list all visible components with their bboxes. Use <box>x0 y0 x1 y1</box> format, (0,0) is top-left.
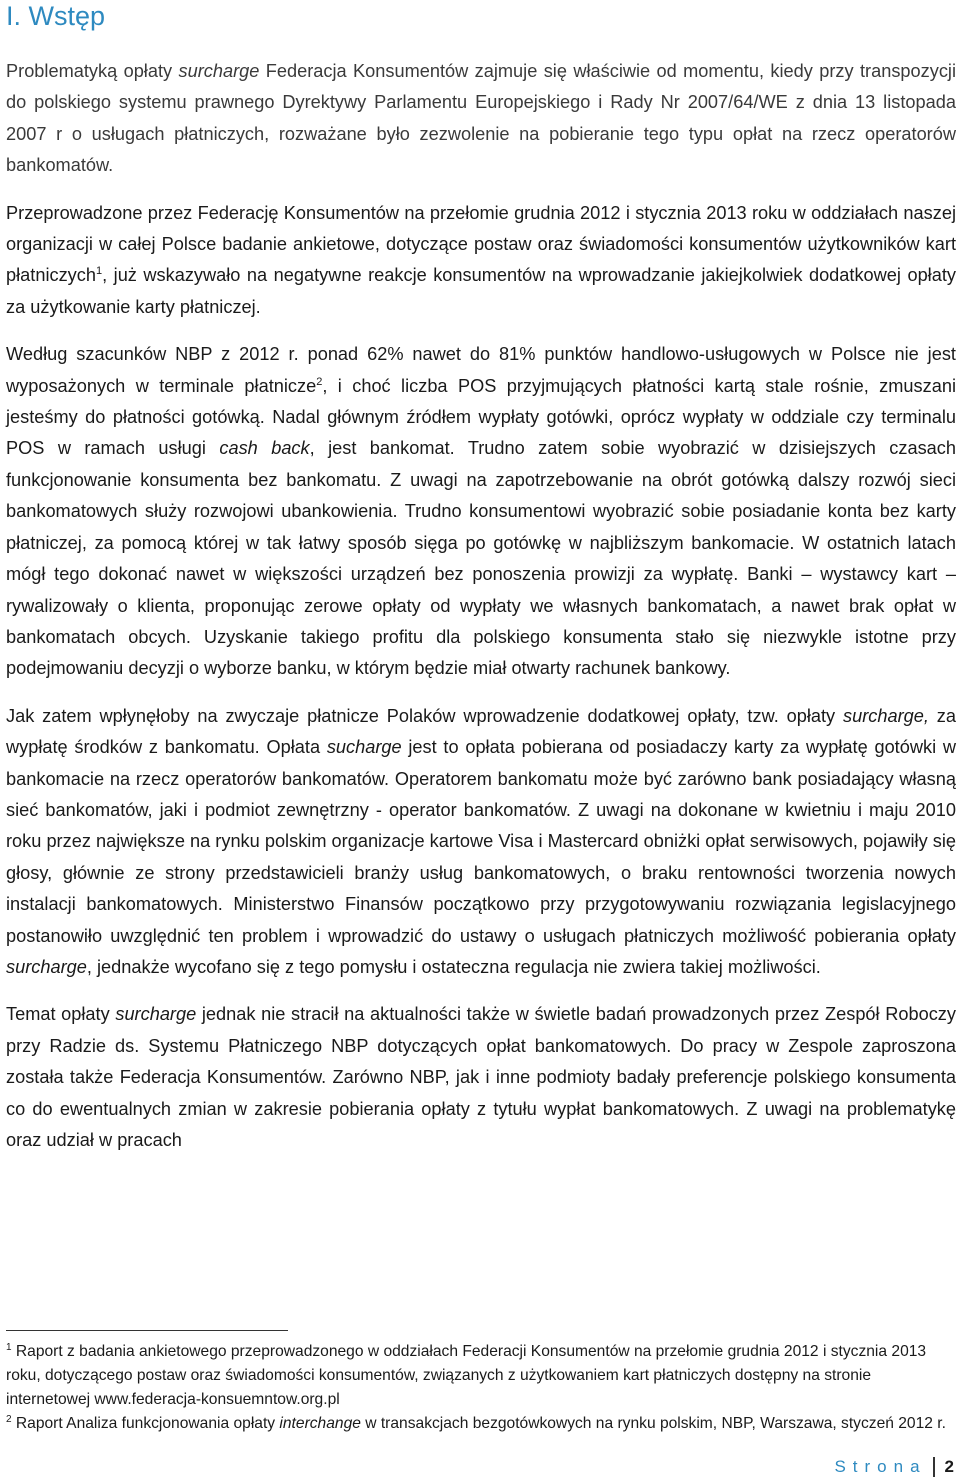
page-number: 2 <box>944 1457 954 1476</box>
text-run: , już wskazywało na negatywne reakcje konsumentów na wprowadzanie jakiejkolwiek dodatkowej opłaty za użytkowanie karty płatniczej. <box>6 265 956 317</box>
paragraph-5 <box>6 999 956 1156</box>
text-run: Jak zatem wpłynęłoby na zwyczaje płatnicze Polaków wprowadzenie dodatkowej opłaty, tzw. opłaty <box>6 705 843 726</box>
footnote-ref-1[interactable]: 1 <box>95 265 103 278</box>
text-run: , jest bankomat. Trudno zatem sobie wyobrazić w dzisiejszych czasach funkcjonowanie konsumenta bez bankomatu. Z uwagi na zapotrzebowanie na obrót gotówką dalszy rozwój sieci bankomatowych służy rozwojowi ubankowienia. Trudno konsumentowi wyobrazić sobie posiadanie konta bez karty płatniczej, za pomocą której w tak łatwy sposób sięga po gotówkę w najbliższym bankomacie. W ostatnich latach mógł tego dokonać nawet w większości urządzeń bez ponoszenia prowizji za wypłatę. Banki – wystawcy kart – rywalizowały o klienta, proponując zerowe opłaty od wypłaty we własnych bankomatach, a nawet brak opłat w bankomatach obcych. Uzyskanie takiego profitu dla polskiego konsumenta stało się niezwykle istotne przy podejmowaniu decyzji o wyborze banku, w którym będzie miał otwarty rachunek bankowy. <box>6 438 956 679</box>
page-footer <box>834 1456 954 1478</box>
text-run: za wypłatę środków z bankomatu. Opłata <box>6 705 957 758</box>
page-label: Strona <box>834 1457 927 1476</box>
italic-term: cash back <box>219 438 310 459</box>
paragraph-3 <box>6 339 956 684</box>
footnote-text: w transakcjach bezgotówkowych na rynku polskim, NBP, Warszawa, styczeń 2012 r. <box>360 1415 946 1432</box>
italic-term: interchange <box>279 1415 361 1432</box>
paragraph-1 <box>6 56 956 182</box>
footnote-ref-2[interactable]: 2 <box>316 375 323 388</box>
text-run: jednak nie stracił na aktualności także w świetle badań prowadzonych przez Zespół Roboczy przy Radzie ds. Systemu Płatniczego NBP dotyczących opłat bankomatowych. Do pracy w Zespole zaproszona została także Federacja Konsumentów. Zarówno NBP, jak i inne podmioty badały preferencje polskiego konsumenta co do ewentualnych zmian w zakresie pobierania opłaty z tytułu wypłat bankomatowych. Z uwagi na problematykę oraz udział w pracach <box>6 1004 956 1150</box>
paragraph-4 <box>6 701 956 984</box>
footnote-text: Raport Analiza funkcjonowania opłaty <box>11 1415 280 1432</box>
text-run: Temat opłaty <box>6 1004 116 1025</box>
italic-term: surcharge <box>6 956 87 977</box>
text-run: Problematyką opłaty <box>6 61 179 81</box>
paragraph-2 <box>6 198 956 324</box>
text-run: , i choć liczba POS przyjmujących płatności kartą stale rośnie, zmuszani jesteśmy do płatności gotówką. Nadal głównym źródłem wypłaty gotówki, oprócz wypłaty w oddziale czy terminalu POS w ramach usługi <box>6 375 956 459</box>
body-text <box>6 56 956 1156</box>
text-run: Przeprowadzone przez Federację Konsumentów na przełomie grudnia 2012 i stycznia 2013 roku w oddziałach naszej organizacji w całej Polsce badanie ankietowe, dotyczące postaw oraz świadomości konsumentów użytkowników kart płatniczych <box>6 202 956 286</box>
italic-term: surcharge, <box>843 705 929 726</box>
italic-term: surcharge <box>178 61 260 81</box>
section-heading: I. Wstęp <box>6 1 106 31</box>
footnote-2 <box>6 1412 954 1436</box>
footnote-1 <box>6 1340 954 1412</box>
page-separator <box>933 1457 935 1477</box>
text-run: Według szacunków NBP z 2012 r. ponad 62% nawet do 81% punktów handlowo-usługowych w Polsce nie jest wyposażonych w terminale płatnicze <box>6 344 956 396</box>
text-run: jest to opłata pobierana od posiadaczy karty za wypłatę gotówki w bankomacie na rzecz operatorów bankomatów. Operatorem bankomatu może być zarówno bank posiadający własną sieć bankomatów, jaki i podmiot zewnętrzny - operator bankomatów. Z uwagi na dokonane w kwietniu i maju 2010 roku przez największe na rynku polskim organizacje kartowe Visa i Mastercard obniżki opłat serwisowych, pojawiły się głosy, głównie ze strony przedstawicieli branży usług bankomatowych, o braku rentowności tworzenia nowych instalacji bankomatowych. Ministerstwo Finansów początkowo przy przygotowywaniu rozwiązania legislacyjnego postanowiło uwzględnić ten problem i wprowadzić do ustawy o usługach płatniczych możliwość pobierania opłaty <box>6 737 956 946</box>
italic-term: surcharge <box>115 1004 197 1025</box>
footnote-mark: 2 <box>6 1413 12 1425</box>
italic-term: sucharge <box>326 737 402 758</box>
footnotes <box>6 1340 954 1436</box>
footnote-text: Raport z badania ankietowego przeprowadzonego w oddziałach Federacji Konsumentów na przełomie grudnia 2012 i stycznia 2013 roku, dotyczącego postaw oraz świadomości konsumentów, związanych z użytkowaniem kart płatniczych dostępny na stronie internetowej www.federacja-konsuemntow.org.pl <box>6 1343 927 1408</box>
footnote-separator <box>6 1330 288 1331</box>
text-run: , jednakże wycofano się z tego pomysłu i ostateczna regulacja nie zwiera takiej możliwości. <box>86 956 821 977</box>
text-run: Federacja Konsumentów zajmuje się właściwie od momentu, kiedy przy transpozycji do polskiego systemu prawnego Dyrektywy Parlamentu Europejskiego i Rady Nr 2007/64/WE z dnia 13 listopada 2007 r o usługach płatniczych, rozważane było zezwolenie na pobieranie tego typu opłat na rzecz operatorów bankomatów. <box>6 61 956 176</box>
footnote-mark: 1 <box>6 1341 12 1353</box>
